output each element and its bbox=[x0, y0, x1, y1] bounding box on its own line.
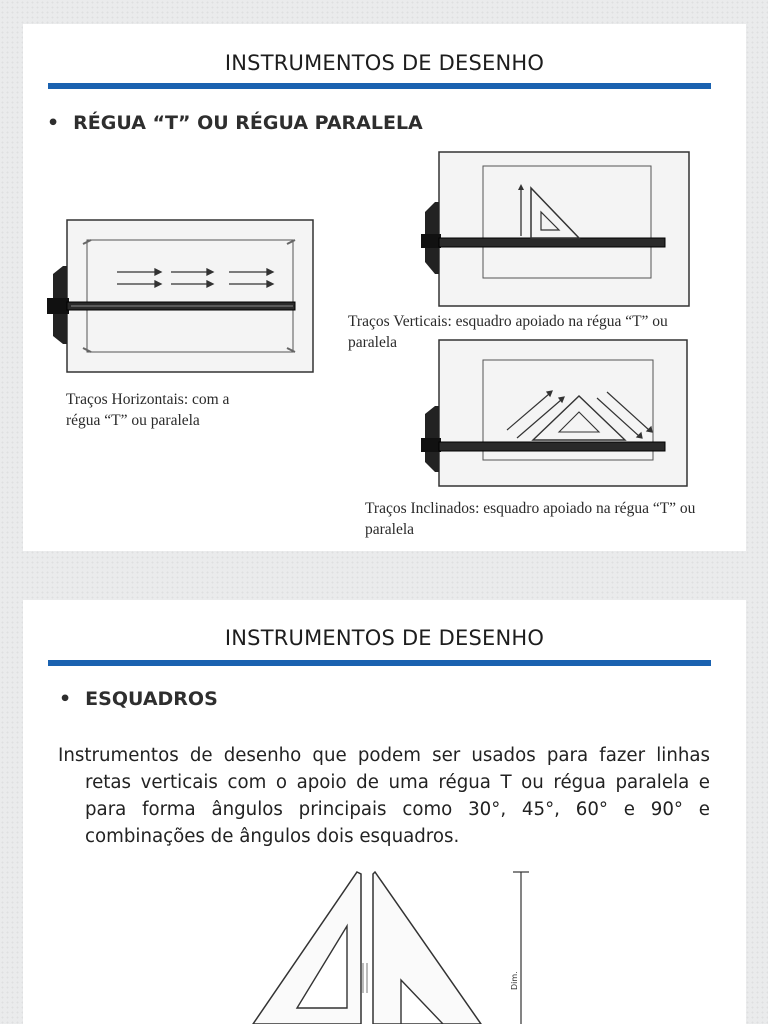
bullet-heading-text: ESQUADROS bbox=[85, 688, 218, 710]
set-squares-figure bbox=[243, 868, 543, 1024]
title-underline bbox=[48, 660, 711, 666]
slide-regua-t bbox=[23, 24, 746, 551]
caption-inclined: Traços Inclinados: esquadro apoiado na régua “T” ou paralela bbox=[365, 500, 696, 538]
bullet-icon: • bbox=[47, 112, 60, 134]
vertical-strokes-figure bbox=[421, 150, 691, 308]
bullet-heading-text: RÉGUA “T” OU RÉGUA PARALELA bbox=[73, 112, 423, 134]
caption-horizontal: Traços Horizontais: com a régua “T” ou paralela bbox=[66, 391, 230, 429]
slide-esquadros bbox=[23, 600, 746, 1024]
dimension-label: Dim. bbox=[510, 971, 519, 990]
description-text: Instrumentos de desenho que podem ser usados para fazer linhas retas verticais com o apoio de uma régua T ou régua paralela e para forma ângulos principais como 30°, 45°, 60° e 90° e combinações de ângulos dois esquadros. bbox=[58, 745, 710, 847]
slide-title: INSTRUMENTOS DE DESENHO bbox=[224, 626, 545, 650]
inclined-strokes-figure bbox=[421, 338, 691, 488]
description-paragraph bbox=[58, 742, 710, 850]
bullet-heading bbox=[59, 688, 218, 710]
bullet-icon: • bbox=[59, 688, 72, 710]
bullet-heading bbox=[47, 112, 423, 134]
title-underline bbox=[48, 83, 711, 89]
slide-title: INSTRUMENTOS DE DESENHO bbox=[224, 51, 545, 75]
caption-vertical: Traços Verticais: esquadro apoiado na régua “T” ou paralela bbox=[348, 313, 668, 351]
horizontal-strokes-figure bbox=[47, 214, 317, 374]
